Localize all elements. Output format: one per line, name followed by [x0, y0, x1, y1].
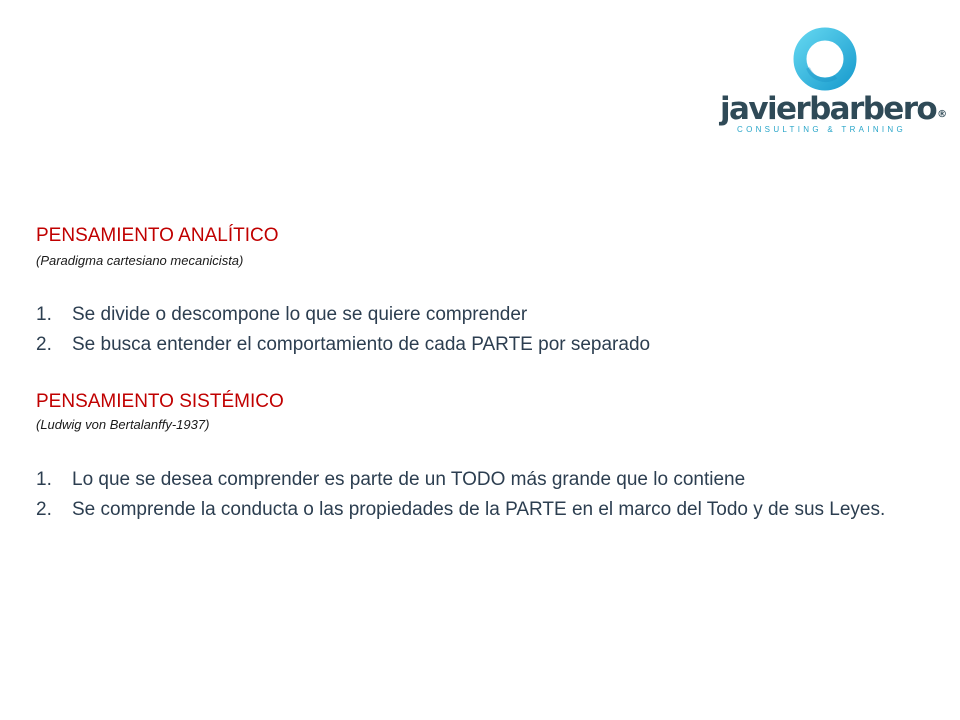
brand-tagline: CONSULTING & TRAINING	[737, 125, 907, 134]
registered-mark: ®	[937, 109, 948, 120]
list-analitico	[36, 300, 936, 360]
brand-name: javierbarbero	[720, 91, 937, 127]
list-number: 1.	[36, 304, 52, 325]
list-item-text: Lo que se desea comprender es parte de un TODO más grande que lo contiene	[72, 469, 746, 490]
list-item	[36, 465, 936, 495]
list-item-text: Se divide o descompone lo que se quiere comprender	[72, 304, 528, 325]
list-item	[36, 495, 892, 525]
list-item	[36, 330, 936, 360]
ring-icon	[790, 24, 860, 94]
subtitle-sistemico: (Ludwig von Bertalanffy-1937)	[36, 417, 210, 432]
list-number: 2.	[36, 334, 52, 355]
subtitle-analitico: (Paradigma cartesiano mecanicista)	[36, 253, 244, 268]
list-number: 2.	[36, 499, 52, 520]
brand-wordmark	[720, 90, 947, 128]
list-sistemico	[36, 465, 936, 525]
list-number: 1.	[36, 469, 52, 490]
list-item-text: Se busca entender el comportamiento de cada PARTE por separado	[72, 334, 651, 355]
list-item-text: Se comprende la conducta o las propiedades de la PARTE en el marco del Todo y de sus Leyes.	[72, 499, 886, 520]
heading-analitico: PENSAMIENTO ANALÍTICO	[36, 225, 279, 246]
brand-logo	[720, 24, 948, 136]
heading-sistemico: PENSAMIENTO SISTÉMICO	[36, 391, 284, 412]
list-item	[36, 300, 936, 330]
